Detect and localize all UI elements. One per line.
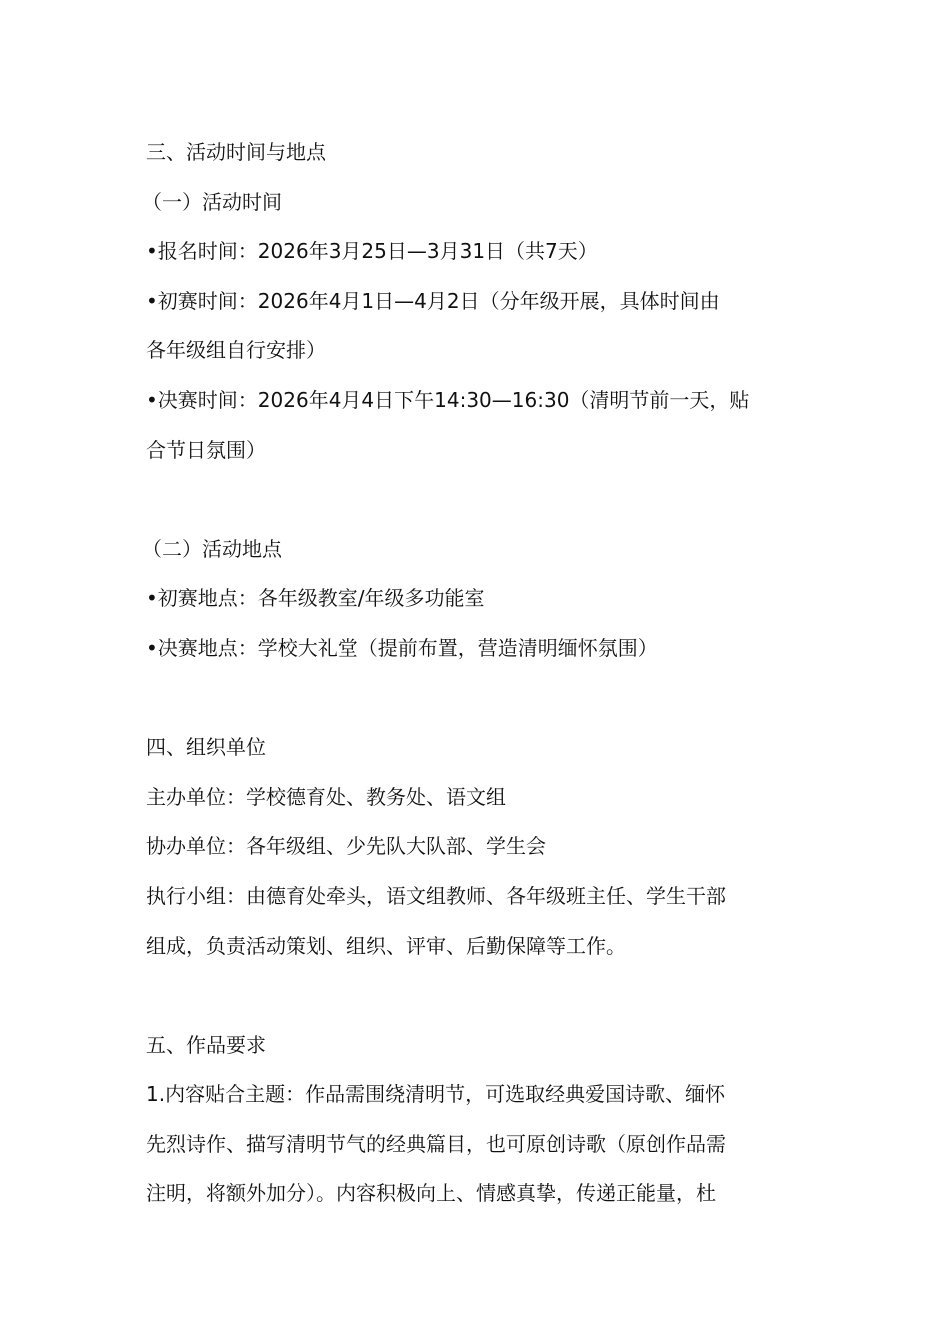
paragraph-line: 1.内容贴合主题：作品需围绕清明节，可选取经典爱国诗歌、缅怀 [146,1082,726,1107]
paragraph-line: •决赛地点：学校大礼堂（提前布置，营造清明缅怀氛围） [146,635,658,660]
paragraph-line: •报名时间：2026年3月25日—3月31日（共7天） [146,239,598,264]
section-heading-4: 四、组织单位 [146,735,266,760]
paragraph-line: 合节日氛围） [146,437,266,462]
paragraph-line: 主办单位：学校德育处、教务处、语文组 [146,784,506,809]
section-heading-5: 五、作品要求 [146,1032,266,1057]
blank-line [146,971,810,1021]
paragraph-line: 组成，负责活动策划、组织、评审、后勤保障等工作。 [146,933,626,958]
paragraph-line: •决赛时间：2026年4月4日下午14:30—16:30（清明节前一天，贴 [146,387,750,412]
blank-line [146,674,810,724]
subsection-heading-time: （一）活动时间 [142,189,282,214]
section-heading-3: 三、活动时间与地点 [146,140,326,164]
blank-line [146,475,810,525]
paragraph-line: 各年级组自行安排） [146,338,326,363]
paragraph-line: •初赛时间：2026年4月1日—4月2日（分年级开展，具体时间由 [146,288,720,313]
paragraph-line: 执行小组：由德育处牵头，语文组教师、各年级班主任、学生干部 [146,883,726,908]
subsection-heading-location: （二）活动地点 [142,536,282,561]
paragraph-line: •初赛地点：各年级教室/年级多功能室 [146,586,485,611]
document-page [142,128,810,1219]
paragraph-line: 协办单位：各年级组、少先队大队部、学生会 [146,834,546,859]
paragraph-line: 注明，将额外加分）。内容积极向上、情感真挚，传递正能量，杜 [146,1181,716,1206]
paragraph-line: 先烈诗作、描写清明节气的经典篇目，也可原创诗歌（原创作品需 [146,1131,726,1156]
